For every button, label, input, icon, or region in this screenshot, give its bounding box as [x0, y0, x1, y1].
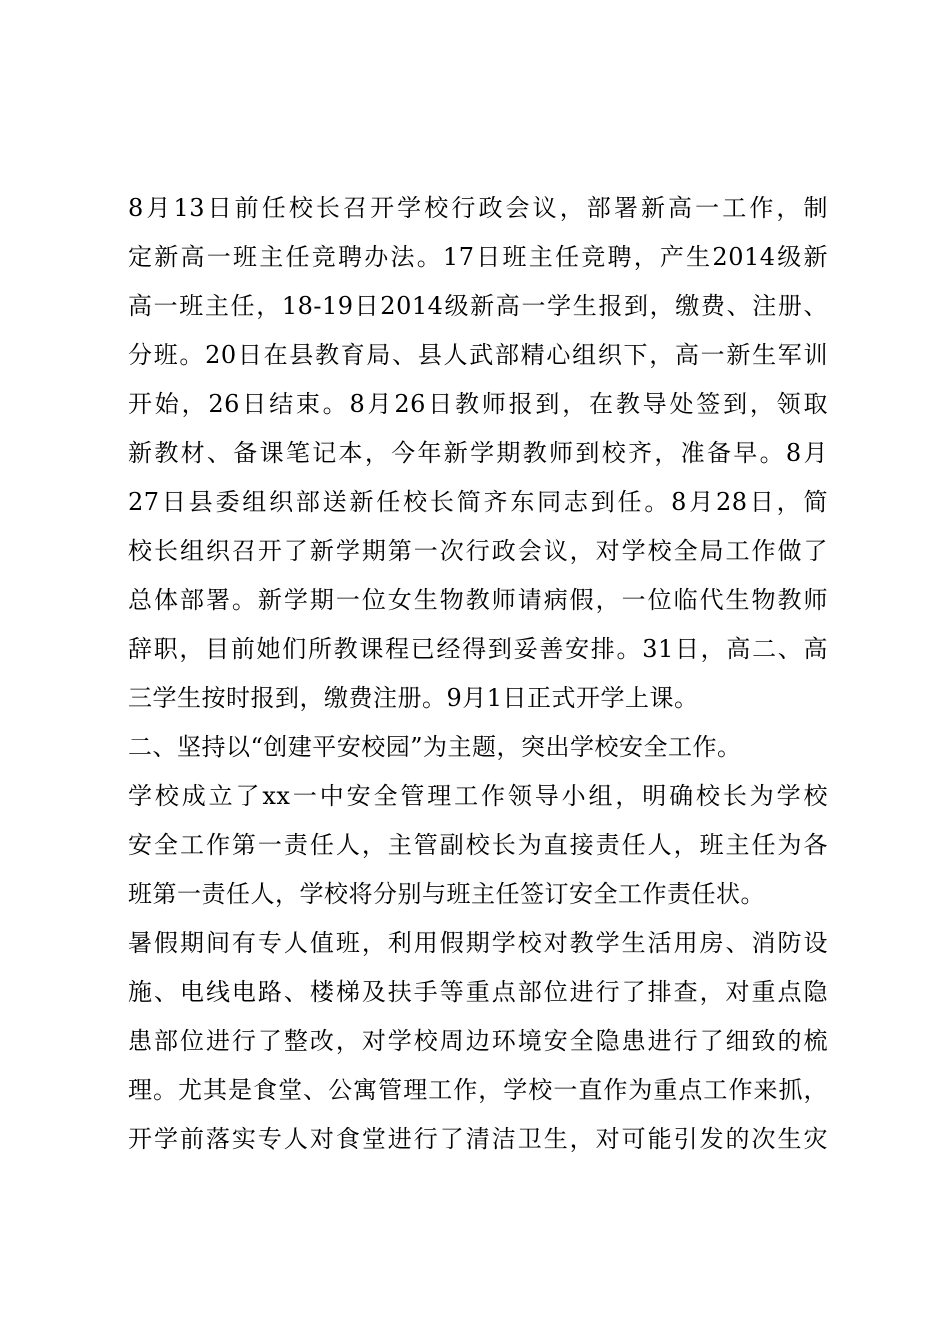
text-line-9: 总体部署。新学期一位女生物教师请病假，一位临代生物教师: [128, 586, 828, 614]
text-line-19: 理。尤其是食堂、公寓管理工作，学校一直作为重点工作来抓，: [128, 1076, 828, 1104]
text-line-11: 三学生按时报到，缴费注册。9月1日正式开学上课。: [128, 684, 699, 712]
text-line-4: 分班。20日在县教育局、县人武部精心组织下，高一新生军训: [128, 341, 828, 369]
text-line-6: 新教材、备课笔记本，今年新学期教师到校齐，准备早。8月: [128, 439, 828, 467]
text-line-7: 27日县委组织部送新任校长简齐东同志到任。8月28日，简: [128, 488, 828, 516]
text-line-17: 施、电线电路、楼梯及扶手等重点部位进行了排查，对重点隐: [128, 978, 828, 1006]
text-line-2: 定新高一班主任竞聘办法。17日班主任竞聘，产生2014级新: [128, 243, 828, 271]
text-line-8: 校长组织召开了新学期第一次行政会议，对学校全局工作做了: [128, 537, 828, 565]
text-line-13: 学校成立了xx一中安全管理工作领导小组，明确校长为学校: [128, 782, 828, 810]
text-line-10: 辞职，目前她们所教课程已经得到妥善安排。31日，高二、高: [128, 635, 828, 663]
text-line-15: 班第一责任人，学校将分别与班主任签订安全工作责任状。: [128, 880, 765, 908]
text-line-20: 开学前落实专人对食堂进行了清洁卫生，对可能引发的次生灾: [128, 1125, 828, 1153]
text-line-16: 暑假期间有专人值班，利用假期学校对教学生活用房、消防设: [128, 929, 828, 957]
body-text: [128, 184, 828, 1164]
section-heading: 二、坚持以“创建平安校园”为主题，突出学校安全工作。: [128, 733, 742, 761]
text-line-3: 高一班主任，18-19日2014级新高一学生报到，缴费、注册、: [128, 292, 828, 320]
text-line-14: 安全工作第一责任人，主管副校长为直接责任人，班主任为各: [128, 831, 828, 859]
text-line-5: 开始，26日结束。8月26日教师报到，在教导处签到，领取: [128, 390, 828, 418]
text-line-1: 8月13日前任校长召开学校行政会议，部署新高一工作，制: [128, 194, 828, 222]
text-line-18: 患部位进行了整改，对学校周边环境安全隐患进行了细致的梳: [128, 1027, 828, 1055]
